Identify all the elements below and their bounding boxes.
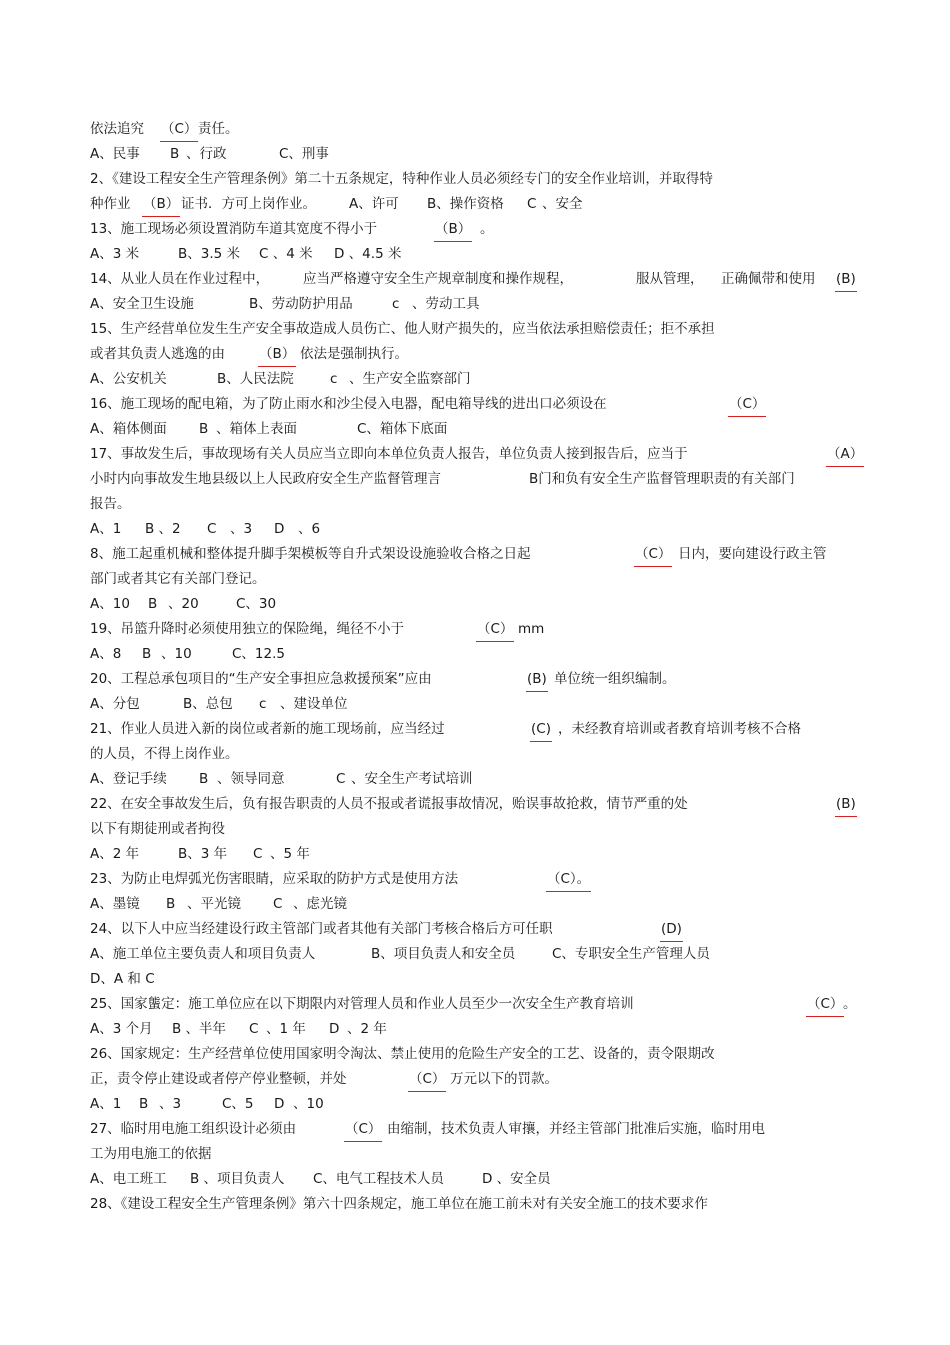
text-segment: B	[199, 421, 209, 437]
text-segment: 21、作业人员进入新的岗位或者新的施工现场前，应当经过	[90, 721, 445, 737]
text-segment: A、10	[90, 596, 130, 612]
text-segment: 14、从业人员在作业过程中，	[90, 271, 270, 287]
text-segment: 责任。	[198, 121, 239, 137]
text-segment: 种作业	[90, 196, 131, 212]
text-segment: 27、临时用电施工组织设计必须由	[90, 1121, 297, 1137]
text-segment: 、1 年	[266, 1021, 306, 1037]
text-segment: D	[329, 1021, 340, 1037]
text-segment: A、3 米	[90, 246, 140, 262]
text-segment: C	[336, 771, 346, 787]
text-segment: 、安全生产考试培训	[351, 771, 473, 787]
answer-mark: (B)	[526, 667, 548, 692]
text-segment: A、8	[90, 646, 122, 662]
answer-mark: （B）	[434, 217, 472, 242]
text-segment: 8、施工起重机械和整体提升脚手架模板等自升式架设设施验收合格之日起	[90, 546, 531, 562]
text-segment: A、1	[90, 1096, 122, 1112]
text-segment: A、1	[90, 521, 122, 537]
text-segment: A、安全卫生设施	[90, 296, 194, 312]
text-segment: 、行政	[186, 146, 227, 162]
text-segment: A、电工班工	[90, 1171, 167, 1187]
text-segment: C	[207, 521, 217, 537]
text-segment: B	[170, 146, 180, 162]
text-segment: 、生产安全监察部门	[349, 371, 471, 387]
text-segment: A、墨镜	[90, 896, 140, 912]
text-segment: C	[253, 846, 263, 862]
text-segment: A、登记手续	[90, 771, 167, 787]
text-segment: C、刑事	[279, 146, 329, 162]
text-segment: 、箱体上表面	[216, 421, 297, 437]
text-segment: 26、国家规定：生产经营单位使用国家明令淘汰、禁止使用的危险生产安全的工艺、设备的，责令限期改	[90, 1046, 715, 1062]
text-segment: A、3 个月	[90, 1021, 153, 1037]
text-segment: c	[259, 696, 267, 712]
text-segment: B、项目负责人和安全员	[371, 946, 516, 962]
text-segment: 、建设单位	[280, 696, 348, 712]
text-segment: B	[139, 1096, 149, 1112]
text-segment: 日内，要向建设行政主管	[678, 546, 827, 562]
text-segment: 报告。	[90, 496, 131, 512]
text-segment: A、许可	[349, 196, 399, 212]
text-segment: 服从管理，	[636, 271, 704, 287]
text-segment: B、劳动防护用品	[249, 296, 353, 312]
text-segment: B、操作资格	[427, 196, 504, 212]
text-segment: 依法追究	[90, 121, 144, 137]
text-segment: B、3.5 米	[178, 246, 241, 262]
text-segment: c	[330, 371, 338, 387]
text-segment: D	[274, 1096, 285, 1112]
text-segment: 、安全	[542, 196, 583, 212]
answer-mark: （C）	[634, 542, 672, 567]
text-segment: B 、2	[145, 521, 181, 537]
text-segment: 应当严格遵守安全生产规章制度和操作规程，	[303, 271, 573, 287]
answer-mark: （C）	[408, 1067, 446, 1092]
text-segment: 部门或者其它有关部门登记。	[90, 571, 266, 587]
answer-mark: （C）。	[546, 867, 591, 892]
text-segment: 工为用电施工的依据	[90, 1146, 212, 1162]
text-segment: B、总包	[183, 696, 233, 712]
text-segment: C、电气工程技术人员	[313, 1171, 444, 1187]
text-segment: 17、事故发生后，事故现场有关人员应当立即向本单位负责人报告，单位负责人接到报告后，应当于	[90, 446, 688, 462]
text-segment: 2、《建设工程安全生产管理条例》第二十五条规定，特种作业人员必须经专门的安全作业培训，并取得特	[90, 171, 713, 187]
text-segment: B	[148, 596, 158, 612]
text-segment: C、专职安全生产管理人员	[552, 946, 710, 962]
text-segment: A、箱体侧面	[90, 421, 167, 437]
text-segment: C	[273, 896, 283, 912]
text-segment: 。	[480, 221, 494, 237]
answer-mark: （B）	[142, 192, 180, 217]
answer-mark: （C）	[160, 117, 198, 142]
text-segment: A、民事	[90, 146, 140, 162]
text-segment: 由缩制，技术负责人审攘，并经主管部门批准后实施，临时用电	[387, 1121, 765, 1137]
text-segment: 22、在安全事故发生后，负有报告职责的人员不报或者谎报事故情况，贻误事故抢救，情节严重的处	[90, 796, 688, 812]
text-segment: B 、半年	[172, 1021, 227, 1037]
text-segment: 28、《建设工程安全生产管理条例》第六十四条规定，施工单位在施工前未对有关安全施工的技术要求作	[90, 1196, 708, 1212]
text-segment: 、虑光镜	[293, 896, 347, 912]
text-segment: 正，责令停止建设或者停产停业整顿，并处	[90, 1071, 347, 1087]
text-segment: 、10	[161, 646, 192, 662]
answer-mark: (B)	[835, 267, 857, 292]
answer-mark: （C）	[476, 617, 514, 642]
text-segment: 以下有期徒刑或者拘役	[90, 821, 225, 837]
text-segment: c	[392, 296, 400, 312]
text-segment: 证书．方可上岗作业。	[181, 196, 316, 212]
text-segment: 、20	[168, 596, 199, 612]
text-segment: 、3	[159, 1096, 182, 1112]
answer-mark: （C）	[344, 1117, 382, 1142]
answer-mark: (C)	[530, 717, 552, 742]
text-segment: 或者其负责人逃逸的由	[90, 346, 225, 362]
answer-mark: （C）	[806, 992, 844, 1017]
text-segment: 20、工程总承包项目的“生产安全事担应急救援预案”应由	[90, 671, 432, 687]
text-segment: 、3	[230, 521, 253, 537]
text-segment: 单位统一组织编制。	[554, 671, 676, 687]
text-segment: A、公安机关	[90, 371, 167, 387]
answer-mark: (D)	[660, 917, 683, 942]
answer-mark: （C）	[728, 392, 766, 417]
text-segment: 15、生产经营单位发生生产安全事故造成人员伤亡、他人财产损失的，应当依法承担赔偿责任；拒不承担	[90, 321, 715, 337]
text-segment: B	[199, 771, 209, 787]
text-segment: C	[249, 1021, 259, 1037]
text-segment: 万元以下的罚款。	[450, 1071, 558, 1087]
answer-mark: (B)	[835, 792, 857, 817]
text-segment: 、2 年	[347, 1021, 387, 1037]
text-segment: 、劳动工具	[412, 296, 480, 312]
text-segment: B、人民法院	[217, 371, 294, 387]
text-segment: 、领导同意	[217, 771, 285, 787]
text-segment: 、6	[298, 521, 321, 537]
text-segment: 的人员，不得上岗作业。	[90, 746, 239, 762]
text-segment: D 、4.5 米	[334, 246, 402, 262]
text-segment: C、12.5	[232, 646, 285, 662]
text-segment: B门和负有安全生产监督管理职责的有关部门	[529, 471, 795, 487]
text-segment: 依法是强制执行。	[300, 346, 408, 362]
text-segment: 、平光镜	[187, 896, 241, 912]
text-segment: 小时内向事故发生地县级以上人民政府安全生产监督管理言	[90, 471, 441, 487]
text-segment: 。	[843, 996, 857, 1012]
text-segment: B 、项目负责人	[190, 1171, 285, 1187]
text-segment: 13、施工现场必须设置消防车道其宽度不得小于	[90, 221, 378, 237]
text-segment: D 、安全员	[482, 1171, 551, 1187]
text-segment: D、A 和 C	[90, 971, 155, 987]
text-segment: 正确佩带和使用	[721, 271, 816, 287]
text-segment: A、2 年	[90, 846, 140, 862]
answer-mark: （B）	[258, 342, 296, 367]
text-segment: 、10	[293, 1096, 324, 1112]
text-segment: C、5	[222, 1096, 254, 1112]
text-segment: D	[274, 521, 285, 537]
text-segment: mm	[518, 621, 545, 637]
text-segment: 16、施工现场的配电箱，为了防止雨水和沙尘侵入电器，配电箱导线的进出口必须设在	[90, 396, 607, 412]
text-segment: C	[527, 196, 537, 212]
text-segment: C 、4 米	[259, 246, 313, 262]
text-segment: 23、为防止电焊弧光伤害眼睛，应采取的防护方式是使用方法	[90, 871, 459, 887]
text-segment: A、施工单位主要负责人和项目负责人	[90, 946, 316, 962]
text-segment: 、5 年	[270, 846, 310, 862]
text-segment: B	[142, 646, 152, 662]
text-segment: B、3 年	[178, 846, 228, 862]
text-segment: 19、吊篮升降时必须使用独立的保险绳，绳径不小于	[90, 621, 405, 637]
text-segment: C、30	[236, 596, 277, 612]
text-segment: 24、以下人中应当经建设行政主管部门或者其他有关部门考核合格后方可任职	[90, 921, 553, 937]
answer-mark: （A）	[826, 442, 864, 467]
text-segment: C、箱体下底面	[357, 421, 448, 437]
text-segment: 25、国家螚定：施工单位应在以下期限内对管理人员和作业人员至少一次安全生产教育培训	[90, 996, 634, 1012]
text-segment: ，未经教育培训或者教育培训考核不合格	[558, 721, 801, 737]
text-segment: A、分包	[90, 696, 140, 712]
text-segment: B	[166, 896, 176, 912]
